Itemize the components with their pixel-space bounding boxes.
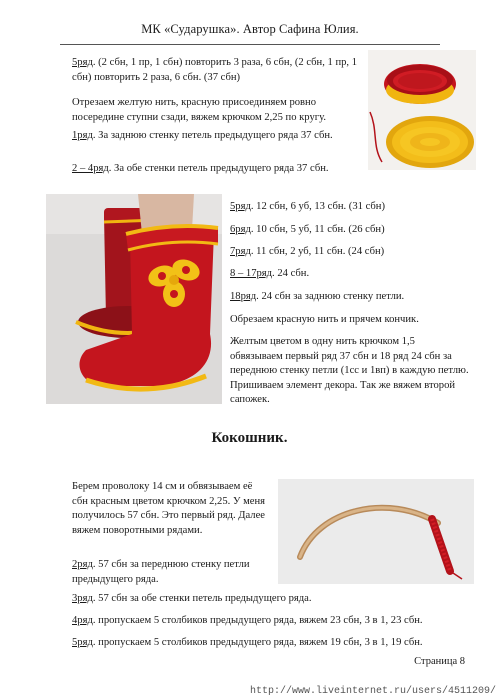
- rows-8-17-boot: [230, 267, 470, 282]
- row-label: 6ряд: [230, 224, 251, 235]
- row-1: [72, 129, 364, 144]
- kokoshnik-row-5: [72, 636, 472, 651]
- row-label: 8 – 17ряд: [230, 268, 273, 279]
- row-text: . пропускаем 5 столбиков предыдущего ряда, вяжем 23 сбн, 3 в 1, 23 сбн.: [92, 615, 423, 626]
- row-text: . 11 сбн, 2 уб, 11 сбн. (24 сбн): [250, 246, 385, 257]
- row-label: 2 – 4ряд: [72, 163, 109, 174]
- sole-photo: [368, 50, 476, 170]
- page-header: МК «Сударушка». Автор Сафина Юлия.: [141, 22, 359, 36]
- header-divider: [60, 44, 440, 45]
- row-text: . 57 сбн за обе стенки петель предыдущего ряда.: [92, 593, 312, 604]
- rows-2-4: [72, 162, 364, 177]
- kokoshnik-row-2: [72, 558, 272, 587]
- row-text: . 57 сбн за переднюю стенку петли предыдущего ряда.: [72, 559, 250, 585]
- kokoshnik-row-3: [72, 592, 472, 607]
- row-label: 5ряд: [230, 201, 251, 212]
- boots-photo: [46, 194, 222, 404]
- row-18-boot: [230, 290, 470, 305]
- boots-photo-drawing: [46, 194, 222, 404]
- kokoshnik-row-4: [72, 614, 472, 629]
- row-6-boot: [230, 223, 470, 238]
- cut-red-text: Обрезаем красную нить и прячем кончик.: [230, 314, 419, 325]
- yellow-edge-text: Желтым цветом в одну нить крючком 1,5 обвязываем первый ряд 37 сбн и 18 ряд 24 сбн за переднюю стенку петли (1сс и 1вп) в каждую петлю. Пришиваем элемент декора. Так же вяжем второй сапожек.: [230, 336, 469, 406]
- wire-photo-drawing: [278, 479, 474, 584]
- row-text: . (2 сбн, 1 пр, 1 сбн) повторить 3 раза, 6 сбн, (2 сбн, 1 пр, 1 сбн) повторить 2 раза, 6 сбн. (37 сбн): [72, 57, 358, 83]
- row-label: 4ряд: [72, 615, 93, 626]
- wire-photo: [278, 479, 474, 584]
- row-label: 3ряд: [72, 593, 93, 604]
- row-5-sole: [72, 56, 364, 85]
- row-label: 18ряд: [230, 291, 257, 302]
- row-label: 2ряд: [72, 559, 93, 570]
- kokoshnik-intro: Берем проволоку 14 см и обвязываем её сбн красным цветом крючком 2,25. У меня получилось 57 сбн. Это первый ряд. Далее вяжем поворотными рядами.: [72, 481, 266, 536]
- row-label: 7ряд: [230, 246, 251, 257]
- row-text: . За обе стенки петель предыдущего ряда 37 сбн.: [108, 163, 329, 174]
- row-text: . 10 сбн, 5 уб, 11 сбн. (26 сбн): [250, 224, 385, 235]
- row-5-boot: [230, 200, 470, 215]
- watermark-url[interactable]: http://www.liveinternet.ru/users/4511209/: [250, 686, 497, 697]
- row-label: 5ряд: [72, 57, 93, 68]
- row-text: . пропускаем 5 столбиков предыдущего ряда, вяжем 19 сбн, 3 в 1, 19 сбн.: [92, 637, 423, 648]
- row-text: . 24 сбн.: [272, 268, 310, 279]
- sole-photo-drawing: [368, 50, 476, 170]
- page-number: Страница 8: [414, 656, 465, 667]
- cut-yellow-text: Отрезаем желтую нить, красную присоединяем ровно посередине ступни сзади, вяжем крючком 2,25 по кругу.: [72, 97, 326, 123]
- row-label: 1ряд: [72, 130, 93, 141]
- row-text: . 12 сбн, 6 уб, 13 сбн. (31 сбн): [250, 201, 385, 212]
- row-text: . 24 сбн за заднюю стенку петли.: [256, 291, 405, 302]
- row-label: 5ряд: [72, 637, 93, 648]
- row-7-boot: [230, 245, 470, 260]
- row-text: . За заднюю стенку петель предыдущего ряда 37 сбн.: [92, 130, 333, 141]
- kokoshnik-title: Кокошник.: [211, 430, 288, 446]
